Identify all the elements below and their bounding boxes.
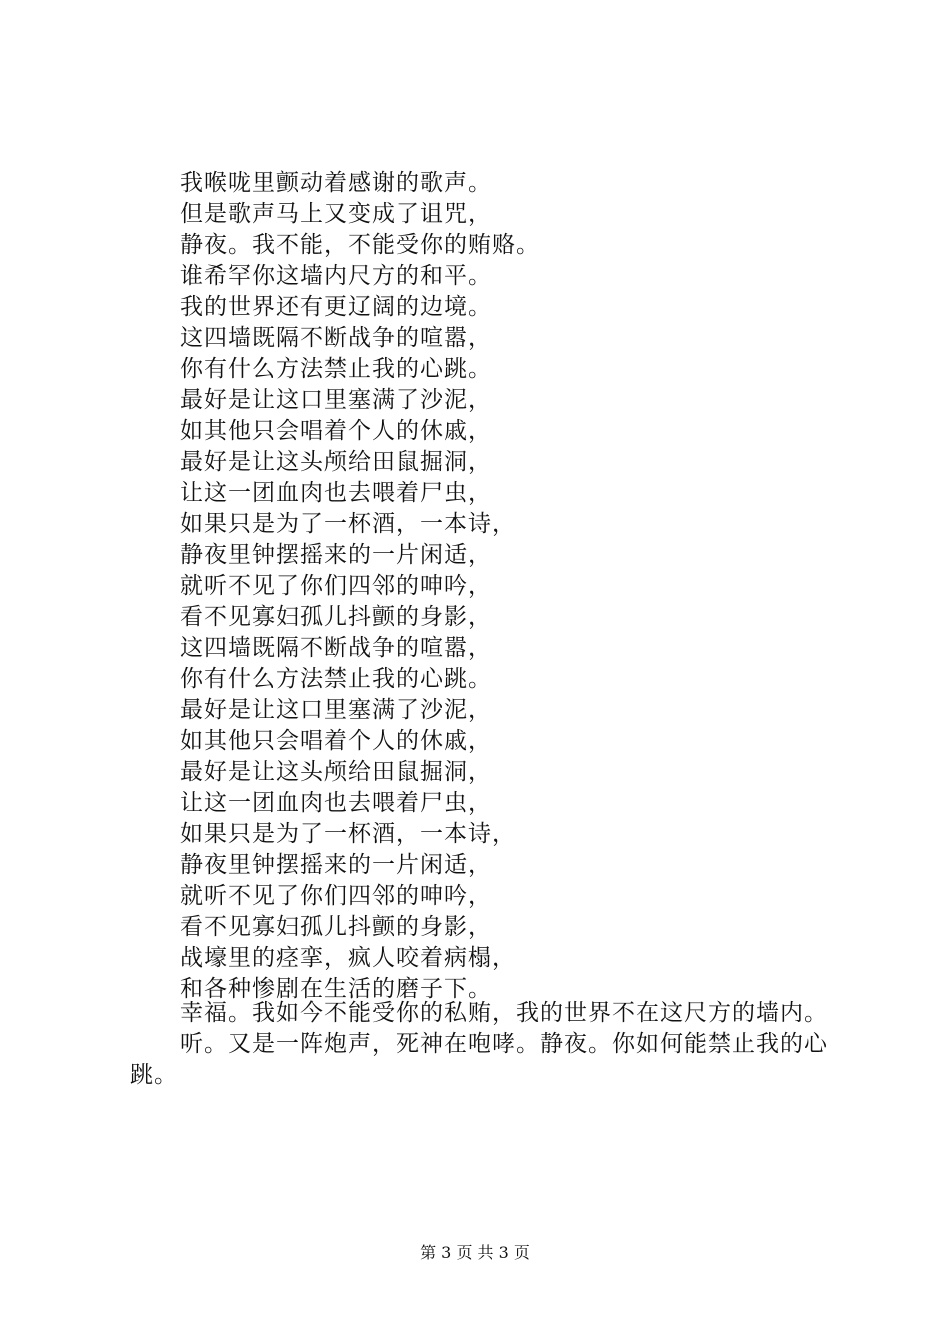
poem-line: 这四墙既隔不断战争的喧嚣， <box>180 325 492 351</box>
poem-body <box>130 168 850 1005</box>
poem-line: 静夜里钟摆摇来的一片闲适， <box>180 852 492 878</box>
poem-line: 如其他只会唱着个人的休戚， <box>180 418 492 444</box>
poem-line: 但是歌声马上又变成了诅咒， <box>180 201 492 227</box>
poem-line: 你有什么方法禁止我的心跳。 <box>180 356 492 382</box>
poem-line: 看不见寡妇孤儿抖颤的身影， <box>180 914 492 940</box>
poem-line: 如果只是为了一杯酒，一本诗， <box>180 821 516 847</box>
paragraph-gunfire: 听。又是一阵炮声，死神在咆哮。静夜。你如何能禁止我的心跳。 <box>130 1031 828 1088</box>
poem-line: 最好是让这头颅给田鼠掘洞， <box>180 449 492 475</box>
poem-line: 战壕里的痉挛，疯人咬着病榻， <box>180 945 516 971</box>
poem-line: 让这一团血肉也去喂着尸虫， <box>180 790 492 816</box>
poem-line: 就听不见了你们四邻的呻吟， <box>180 573 492 599</box>
poem-line: 你有什么方法禁止我的心跳。 <box>180 666 492 692</box>
closing-paragraphs <box>130 998 840 1091</box>
poem-line: 我喉咙里颤动着感谢的歌声。 <box>180 170 492 196</box>
poem-line: 最好是让这口里塞满了沙泥， <box>180 697 492 723</box>
poem-line: 我的世界还有更辽阔的边境。 <box>180 294 492 320</box>
poem-line: 静夜。我不能，不能受你的贿赂。 <box>180 232 540 258</box>
poem-line: 最好是让这口里塞满了沙泥， <box>180 387 492 413</box>
poem-line: 看不见寡妇孤儿抖颤的身影， <box>180 604 492 630</box>
page-footer: 第 3 页 共 3 页 <box>420 1243 530 1262</box>
poem-line: 静夜里钟摆摇来的一片闲适， <box>180 542 492 568</box>
poem-line: 和各种惨剧在生活的磨子下。 <box>180 976 492 1002</box>
poem-line: 最好是让这头颅给田鼠掘洞， <box>180 759 492 785</box>
poem-line: 让这一团血肉也去喂着尸虫， <box>180 480 492 506</box>
poem-line: 谁希罕你这墙内尺方的和平。 <box>180 263 492 289</box>
poem-line: 这四墙既隔不断战争的喧嚣， <box>180 635 492 661</box>
poem-line: 就听不见了你们四邻的呻吟， <box>180 883 492 909</box>
poem-line: 如其他只会唱着个人的休戚， <box>180 728 492 754</box>
poem-line: 如果只是为了一杯酒，一本诗， <box>180 511 516 537</box>
paragraph-happiness: 幸福。我如今不能受你的私贿，我的世界不在这尺方的墙内。 <box>180 1000 828 1026</box>
